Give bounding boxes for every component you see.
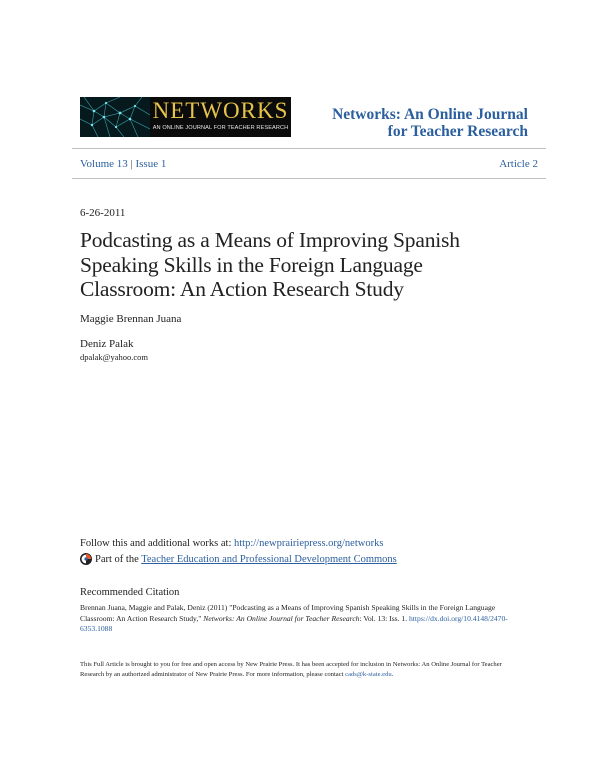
logo-subtitle: AN ONLINE JOURNAL FOR TEACHER RESEARCH [152,125,289,131]
networks-logo[interactable] [80,97,291,137]
citation-part1: Brennan Juana, Maggie and Palak, Deniz (2011) "Podcasting as a Means of Improving Spanish Speaking Skills in the Foreign Language Classroom: An Action Research Study," [80,603,496,623]
footer-end: . [391,671,394,678]
journal-title-line1: Networks: An Online Journal [332,106,528,123]
journal-title-link[interactable] [268,106,528,140]
citation-text [80,603,520,635]
issue-link[interactable]: Issue 1 [135,158,167,170]
top-divider [72,148,546,149]
journal-title-line2: for Teacher Research [387,123,528,140]
volume-link[interactable]: Volume 13 [80,158,128,170]
separator: | [130,158,133,170]
part-of-line [80,553,397,568]
commons-network-icon [80,553,92,568]
author-2-email: dpalak@yahoo.com [80,352,149,362]
logo-title: NETWORKS [152,98,289,123]
author-1: Maggie Brennan Juana [80,313,182,325]
publication-date: 6-26-2011 [80,207,126,219]
access-statement [80,660,520,680]
network-graphic-icon [80,97,150,137]
part-of-prefix: Part of the [95,554,142,565]
article-title: Podcasting as a Means of Improving Spanish Speaking Skills in the Foreign Language Classroom: An Action Research Study [80,228,460,301]
follow-prefix: Follow this and additional works at: [80,538,234,549]
contact-email-link[interactable]: cads@k-state.edu [345,671,392,678]
volume-issue [80,158,166,170]
citation-journal: Networks: An Online Journal for Teacher Research [203,613,360,623]
commons-link[interactable]: Teacher Education and Professional Development Commons [141,554,397,565]
follow-url-link[interactable]: http://newprairiepress.org/networks [234,538,384,549]
article-number-link[interactable]: Article 2 [499,158,538,170]
citation-part2: : Vol. 13: Iss. 1. [359,613,409,623]
footer-text: This Full Article is brought to you for free and open access by New Prairie Press. It has been accepted for inclusion in Networks: An Online Journal for Teacher Research by an authorized administrator of New Prairie Press. For more information, please contact [80,661,502,678]
follow-line [80,538,383,549]
bottom-divider [72,178,546,179]
doi-link[interactable]: https://dx.doi.org/10.4148/2470-6353.1088 [80,613,508,633]
author-2: Deniz Palak [80,338,134,350]
recommended-citation-heading: Recommended Citation [80,587,180,598]
